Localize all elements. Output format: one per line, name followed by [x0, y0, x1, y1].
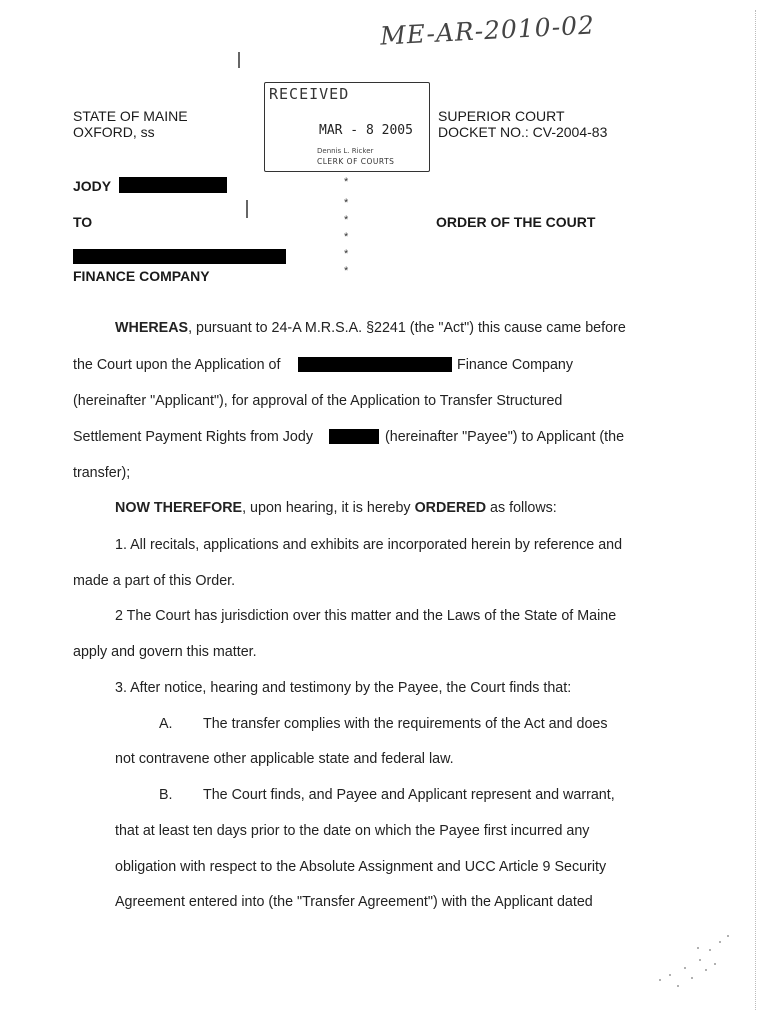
star-divider: *	[344, 176, 349, 188]
now-therefore-lead: NOW THEREFORE	[115, 500, 243, 516]
redaction-bar	[329, 429, 379, 444]
whereas-lead: WHEREAS	[115, 320, 189, 336]
redaction-bar	[119, 177, 227, 193]
received-stamp	[264, 82, 430, 172]
stamp-clerk: CLERK OF COURTS	[317, 157, 395, 166]
document-title: ORDER OF THE COURT	[436, 214, 596, 230]
sub-a-line-2: not contravene other applicable state and federal law.	[115, 751, 454, 767]
stamp-title: RECEIVED	[269, 85, 350, 103]
whereas-line-4b: (hereinafter "Payee") to Applicant (the	[385, 429, 625, 445]
whereas-line-3: (hereinafter "Applicant"), for approval of the Application to Transfer Structured	[73, 393, 563, 409]
sub-b-line-2: that at least ten days prior to the date on which the Payee first incurred any	[115, 823, 590, 839]
para-2-line-1: 2 The Court has jurisdiction over this matter and the Laws of the State of Maine	[115, 608, 617, 624]
stamp-signature: Dennis L. Ricker	[317, 147, 374, 155]
whereas-line-1-text: , pursuant to 24-A M.R.S.A. §2241 (the "Act") this cause came before	[188, 320, 626, 336]
caption-court: SUPERIOR COURT	[438, 108, 565, 124]
whereas-line-5: transfer);	[73, 465, 131, 481]
whereas-line-1	[115, 320, 626, 337]
whereas-line-2a: the Court upon the Application of	[73, 357, 281, 373]
sub-b-line-4: Agreement entered into (the "Transfer Agreement") with the Applicant dated	[115, 894, 593, 910]
star-divider: *	[344, 197, 349, 209]
now-therefore-line	[115, 500, 557, 517]
scan-mark	[246, 200, 248, 218]
now-therefore-mid: , upon hearing, it is hereby	[242, 500, 415, 516]
now-therefore-tail: as follows:	[486, 500, 557, 516]
caption-state: STATE OF MAINE	[73, 108, 188, 124]
star-divider: *	[344, 265, 349, 277]
sub-b-line-3: obligation with respect to the Absolute Assignment and UCC Article 9 Security	[115, 859, 607, 875]
whereas-line-2b: Finance Company	[457, 357, 574, 373]
scan-edge	[755, 10, 756, 1010]
whereas-line-4a: Settlement Payment Rights from Jody	[73, 429, 313, 445]
sub-a-line-1: The transfer complies with the requirements of the Act and does	[203, 716, 608, 732]
para-2-line-2: apply and govern this matter.	[73, 644, 257, 660]
handwritten-reference: ME-AR-2010-02	[379, 10, 596, 51]
para-3-line: 3. After notice, hearing and testimony by the Payee, the Court finds that:	[115, 680, 572, 696]
applicant-name: FINANCE COMPANY	[73, 268, 210, 284]
redaction-bar	[298, 357, 452, 372]
para-1-line-2: made a part of this Order.	[73, 573, 236, 589]
ordered-word: ORDERED	[414, 500, 487, 516]
to-label: TO	[73, 214, 93, 230]
caption-docket: DOCKET NO.: CV-2004-83	[438, 124, 608, 140]
caption-county: OXFORD, ss	[73, 124, 155, 140]
sub-a-label: A.	[159, 716, 173, 732]
stamp-date: MAR - 8 2005	[319, 123, 413, 138]
para-1-line-1: 1. All recitals, applications and exhibits are incorporated herein by reference and	[115, 537, 623, 553]
payee-name: JODY	[73, 178, 112, 194]
scan-mark	[238, 52, 240, 68]
sub-b-label: B.	[159, 787, 173, 803]
star-divider: *	[344, 231, 349, 243]
redaction-bar	[73, 249, 286, 264]
scan-noise	[640, 920, 750, 1000]
star-divider: *	[344, 248, 349, 260]
star-divider: *	[344, 214, 349, 226]
sub-b-line-1: The Court finds, and Payee and Applicant represent and warrant,	[203, 787, 615, 803]
